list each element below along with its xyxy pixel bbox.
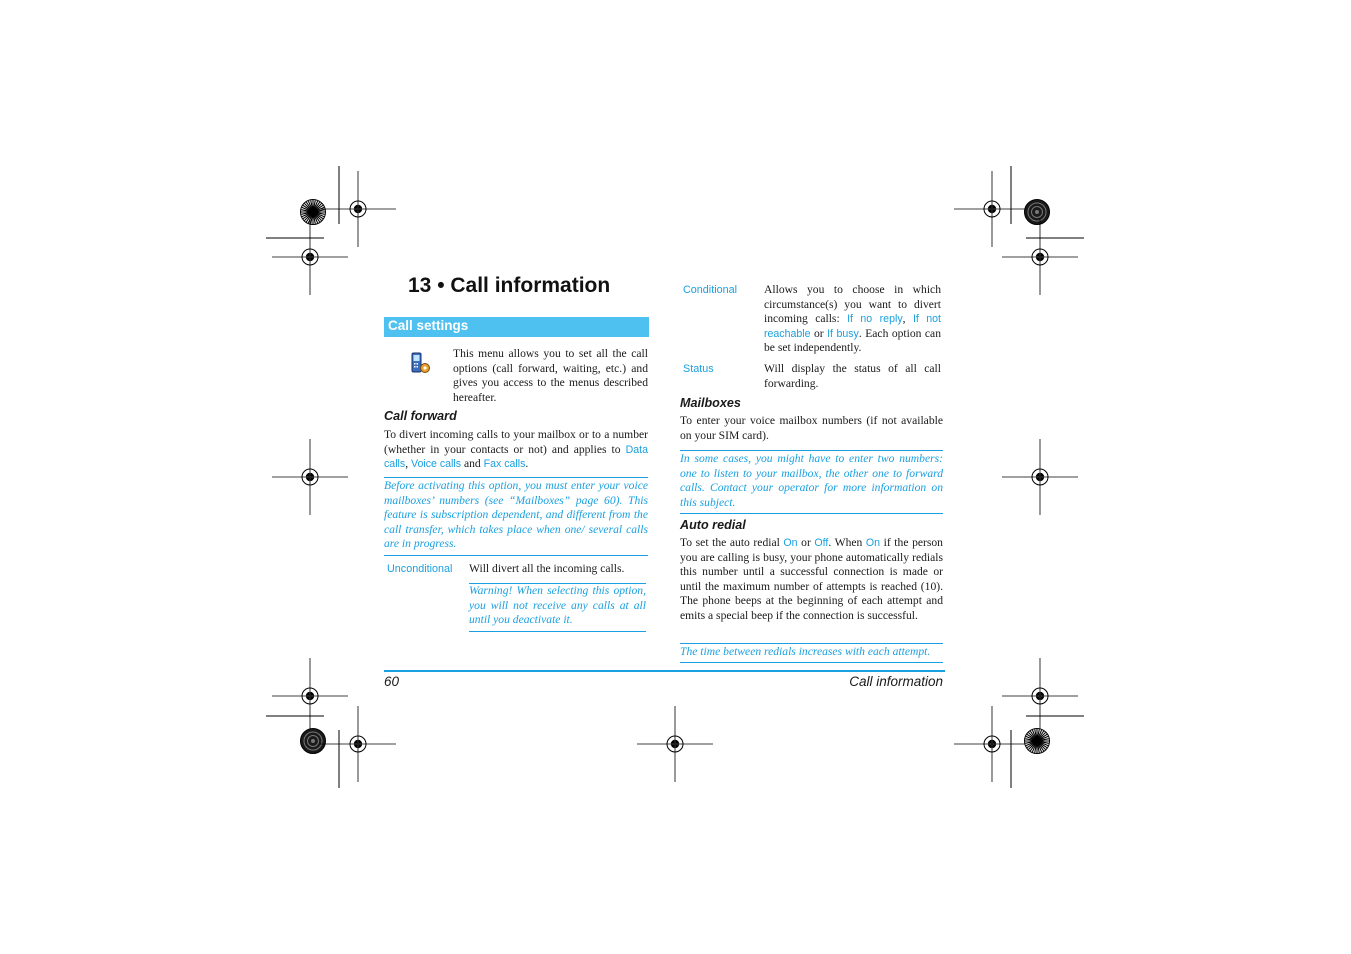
option-off: Off <box>814 537 829 549</box>
mailboxes-text: To enter your voice mailbox numbers (if not available on your SIM card). <box>680 414 943 442</box>
call-forward-end: . <box>525 457 529 471</box>
conditional-term: Conditional <box>683 284 738 296</box>
conditional-sep2: or <box>810 326 828 340</box>
option-if-busy: If busy <box>827 327 859 340</box>
auto-redial-t3: . When <box>828 536 866 549</box>
link-fax-calls: Fax calls <box>483 458 526 471</box>
conditional-sep1: , <box>902 312 913 326</box>
conditional-desc-b: . Each option can be set independently. <box>764 326 941 355</box>
page-number: 60 <box>384 674 400 689</box>
option-on: On <box>783 537 798 549</box>
section-bar-title: Call settings <box>388 318 469 333</box>
auto-redial-heading: Auto redial <box>680 518 746 532</box>
status-term: Status <box>683 363 714 375</box>
chapter-title: 13 • Call information <box>408 274 611 297</box>
mailboxes-heading: Mailboxes <box>680 396 741 410</box>
option-if-no-reply: If no reply <box>847 313 903 326</box>
call-forward-text <box>384 428 648 472</box>
call-forward-text-a: To divert incoming calls to your mailbox or to a number (whether in your contacts or not) and applies to <box>384 428 648 456</box>
intro-text: This menu allows you to set all the call options (call forward, waiting, etc.) and gives you access to the menus described hereafter. <box>453 347 648 404</box>
unconditional-term: Unconditional <box>387 563 453 575</box>
unconditional-desc: Will divert all the incoming calls. <box>469 562 625 575</box>
link-data-calls: Data calls <box>384 443 648 471</box>
phone-settings-icon <box>410 352 432 376</box>
call-forward-note: Before activating this option, you must enter your voice mailboxes’ numbers (see “Mailboxes” page 60). This feature is subscription dependent, and different from the call transfer, which takes place when one/ several calls are in progress. <box>384 477 648 556</box>
option-on-2: On <box>865 537 881 549</box>
auto-redial-t1: To set the auto redial <box>680 536 784 549</box>
option-if-not-reachable: If not reachable <box>764 313 942 340</box>
auto-redial-t4: if the person you are calling is busy, your phone automatically redials this number until a successful connection is made or until the maximum number of attempts is reached (10). The phone beeps at the beginning of each attempt and emits a special beep if the connection is successful. <box>680 536 943 622</box>
conditional-desc <box>764 283 941 356</box>
status-desc: Will display the status of all call forwarding. <box>764 362 941 390</box>
auto-redial-note: The time between redials increases with each attempt. <box>680 643 943 663</box>
call-forward-sep1: , <box>405 457 411 471</box>
conditional-desc-a: Allows you to choose in which circumstance(s) you want to divert incoming calls: <box>764 283 941 326</box>
auto-redial-t2: or <box>797 536 815 549</box>
footer-rule <box>384 670 945 672</box>
running-title: Call information <box>849 674 943 689</box>
section-bar <box>384 317 649 337</box>
auto-redial-text <box>680 536 943 624</box>
link-voice-calls: Voice calls <box>411 458 462 471</box>
mailboxes-note: In some cases, you might have to enter two numbers: one to listen to your mailbox, the other one to forward calls. Contact your operator for more information on this subject. <box>680 450 943 514</box>
call-forward-sep2: and <box>461 457 484 471</box>
call-forward-heading: Call forward <box>384 409 457 423</box>
unconditional-warning: Warning! When selecting this option, you will not receive any calls at all until you deactivate it. <box>469 583 646 632</box>
